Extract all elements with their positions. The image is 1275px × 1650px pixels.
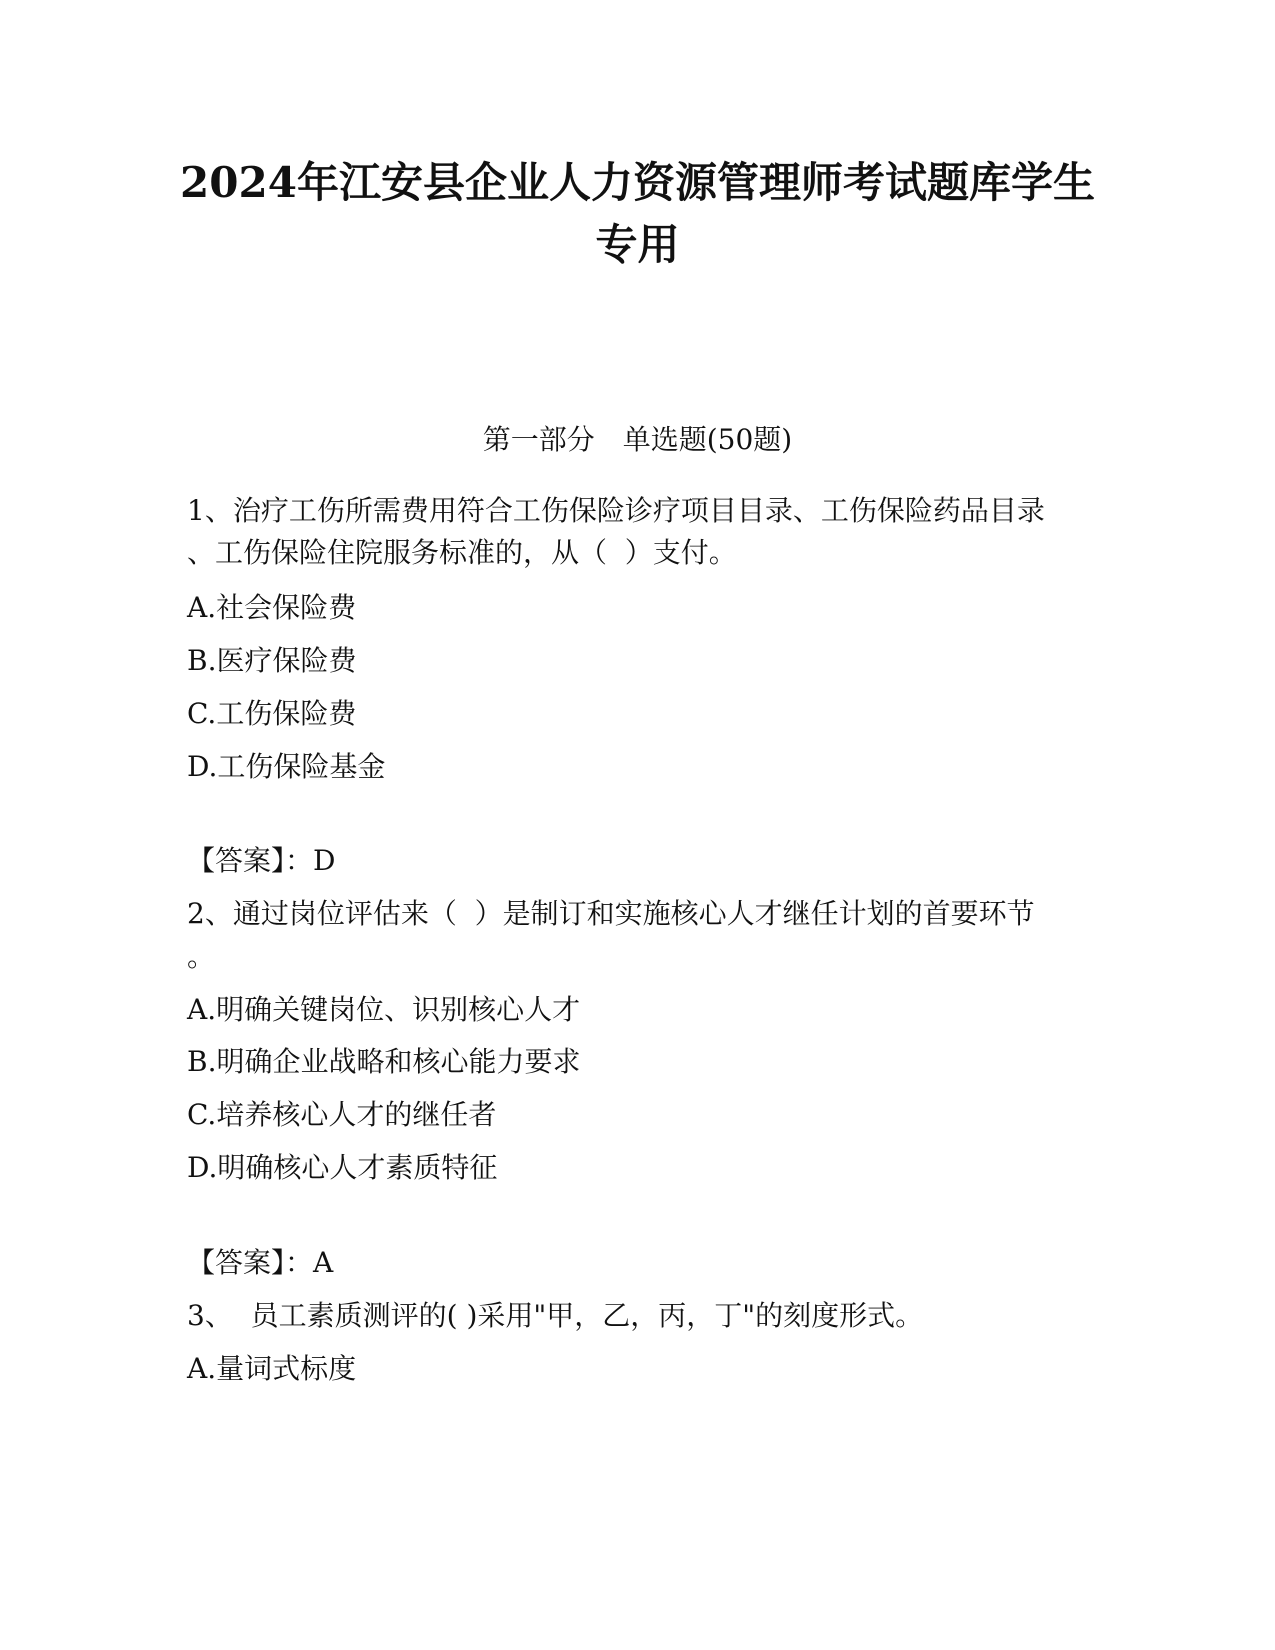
section-heading: 第一部分 单选题(50题)	[482, 423, 793, 456]
answer: 【答案】：D	[187, 844, 336, 877]
question-stem: 2、通过岗位评估来（ ）是制订和实施核心人才继任计划的首要环节	[187, 897, 1035, 930]
option-d: D.明确核心人才素质特征	[187, 1151, 498, 1184]
option-b: B.明确企业战略和核心能力要求	[187, 1045, 581, 1078]
title-line-2: 专用	[595, 220, 680, 269]
question-stem: 3、 员工素质测评的( )采用"甲，乙，丙，丁"的刻度形式。	[187, 1299, 924, 1332]
option-a: A.社会保险费	[187, 591, 357, 624]
title-line-1: 2024年江安县企业人力资源管理师考试题库学生	[180, 158, 1095, 207]
answer: 【答案】：A	[187, 1246, 334, 1279]
question-stem-continued: 。	[187, 940, 216, 973]
question-stem: 1、治疗工伤所需费用符合工伤保险诊疗项目目录、工伤保险药品目录	[187, 494, 1045, 527]
option-c: C.工伤保险费	[187, 697, 357, 730]
option-d: D.工伤保险基金	[187, 750, 386, 783]
option-b: B.医疗保险费	[187, 644, 357, 677]
option-c: C.培养核心人才的继任者	[187, 1098, 497, 1131]
option-a: A.明确关键岗位、识别核心人才	[187, 993, 581, 1026]
question-stem-continued: 、工伤保险住院服务标准的，从（ ）支付。	[187, 536, 737, 569]
option-a: A.量词式标度	[187, 1352, 357, 1385]
